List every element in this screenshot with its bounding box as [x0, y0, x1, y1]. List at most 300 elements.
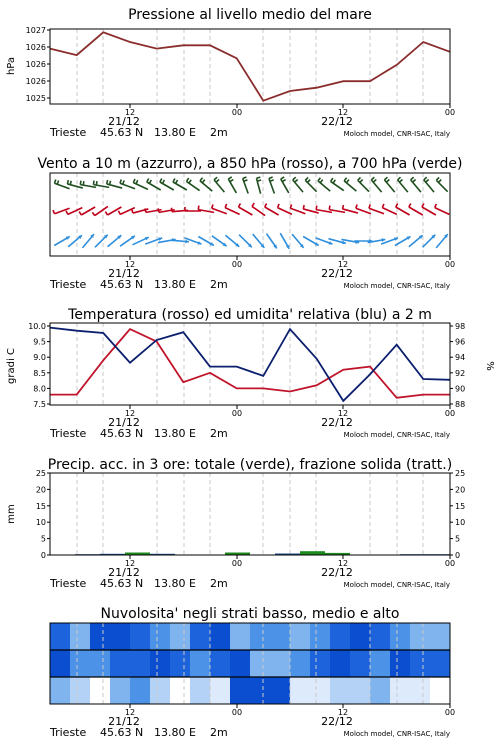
wind-10m-arrow: [225, 235, 239, 247]
wind-700hpa-barb: [344, 178, 356, 191]
y2-tick-label: 15: [455, 501, 466, 511]
y2-tick-label: 20: [455, 485, 466, 495]
wind-10m-arrow: [82, 234, 94, 248]
plot-frame: [50, 29, 450, 104]
wind-700hpa-barb: [305, 177, 316, 191]
wind-700hpa-barb-flag: [256, 177, 260, 178]
wind-700hpa-barb: [358, 177, 369, 191]
wind-700hpa-barb-flag: [331, 178, 333, 181]
wind-700hpa-barb-flag: [93, 181, 94, 185]
wind-850hpa-barb-flag: [290, 204, 291, 208]
wind-700hpa-barb-flag: [307, 180, 310, 183]
wind-700hpa-barb: [243, 177, 248, 194]
wind-700hpa-barb-flag: [96, 181, 97, 185]
wind-700hpa-barb: [384, 177, 394, 192]
cloud-cell: [250, 650, 270, 677]
wind-850hpa-barb-flag: [278, 204, 280, 208]
wind-10m-arrow: [436, 234, 448, 248]
wind-700hpa-barb-flag: [344, 178, 346, 181]
model-credit: Moloch model, CNR-ISAC, Italy: [343, 282, 450, 290]
wind-700hpa-barb-flag: [411, 177, 414, 180]
wind-700hpa-barb: [133, 179, 148, 189]
wind-700hpa-barb-flag: [333, 180, 335, 183]
x-tick-label: 00: [231, 559, 243, 568]
wind-850hpa-barb-flag: [92, 212, 94, 215]
wind-850hpa-barb-flag: [118, 211, 120, 215]
y-tick-label: 15: [35, 501, 46, 511]
wind-10m-arrow: [423, 235, 436, 248]
cloud-cell: [390, 650, 410, 677]
wind-700hpa-barb-flag: [228, 177, 231, 179]
wind-850hpa-barb-flag: [53, 210, 54, 214]
wind-700hpa-barb-flag: [83, 181, 84, 185]
wind-700hpa-barb-flag: [70, 181, 71, 185]
station-name: Trieste: [50, 278, 87, 291]
y-tick-label: 9.5: [33, 337, 46, 347]
wind-700hpa-barb: [331, 178, 344, 191]
x-tick-label: 00: [444, 260, 456, 269]
x-date-label: 22/12: [321, 267, 353, 280]
y-tick-label: 5: [40, 534, 46, 544]
wind-850hpa-barb-shaft: [356, 208, 371, 213]
cloud-cell: [130, 650, 150, 677]
cloud-cell: [290, 623, 310, 650]
cloud-cell: [330, 677, 350, 704]
wind-700hpa-barb-flag: [107, 180, 108, 184]
cloud-cell: [150, 650, 170, 677]
plot-frame: [50, 473, 450, 555]
wind-700hpa-barb-flag: [80, 181, 81, 185]
wind-700hpa-barb-flag: [438, 180, 441, 183]
x-tick-label: 00: [231, 108, 243, 117]
y-axis-label: hPa: [6, 56, 17, 76]
wind-850hpa-barb-flag: [409, 203, 411, 207]
x-tick-label: 12: [337, 260, 349, 269]
wind-700hpa-barb-flag: [281, 177, 284, 179]
wind-700hpa-barb-flag: [162, 180, 164, 184]
pressure-panel: [6, 7, 455, 139]
cloud-cell: [210, 650, 230, 677]
cloud-cell: [430, 677, 450, 704]
wind-700hpa-barb-flag: [426, 180, 429, 183]
cloud-cell: [310, 623, 330, 650]
wind-700hpa-barb: [228, 177, 236, 193]
precip-bar: [225, 553, 250, 555]
wind-700hpa-barb-flag: [305, 177, 308, 180]
model-credit: Moloch model, CNR-ISAC, Italy: [343, 581, 450, 589]
wind-700hpa-barb: [424, 177, 434, 192]
station-lon: 13.80 E: [154, 427, 196, 440]
wind-850hpa-barb-flag: [396, 203, 398, 207]
x-tick-label: 12: [337, 559, 349, 568]
wind-700hpa-barb-flag: [384, 177, 387, 180]
wind-10m-arrow: [68, 235, 82, 247]
wind-850hpa-barb-shaft: [239, 207, 253, 215]
cloud-cell: [90, 677, 110, 704]
y2-tick-label: 0: [455, 551, 461, 560]
wind-850hpa-barb-flag: [422, 203, 424, 207]
cloud-cell: [230, 677, 250, 704]
panel-title: Pressione al livello medio del mare: [128, 7, 372, 23]
x-tick-label: 00: [444, 108, 456, 117]
x-tick-label: 00: [231, 708, 243, 717]
cloud-cell: [70, 623, 90, 650]
wind-850hpa-barb-flag: [303, 205, 304, 209]
wind-700hpa-barb: [186, 178, 199, 191]
station-name: Trieste: [50, 726, 87, 739]
cloud-cell: [170, 623, 190, 650]
y-tick-label: 8.5: [33, 368, 46, 378]
wind-10m-arrow: [280, 233, 289, 249]
pressure-line: [50, 32, 450, 100]
cloud-cell: [230, 650, 250, 677]
y-tick-label: 1026: [25, 60, 46, 69]
cloud-cell: [70, 677, 90, 704]
wind-700hpa-barb-flag: [133, 179, 135, 183]
cloud-cell: [270, 650, 290, 677]
wind-700hpa-barb: [411, 177, 421, 192]
wind-700hpa-barb-flag: [57, 180, 58, 184]
wind-700hpa-barb-flag: [244, 180, 248, 181]
wind-850hpa-barb-shaft: [435, 208, 450, 215]
wind-700hpa-barb-flag: [257, 180, 261, 181]
cloud-cell: [350, 623, 370, 650]
y-tick-label: 10.0: [28, 322, 46, 331]
y-tick-label: 1027: [25, 26, 46, 35]
cloud-cell: [410, 650, 430, 677]
cloud-cell: [430, 650, 450, 677]
wind-700hpa-barb-flag: [373, 180, 376, 183]
y2-tick-label: 98: [455, 322, 466, 331]
station-name: Trieste: [50, 427, 87, 440]
wind-700hpa-barb-flag: [386, 180, 389, 183]
wind-850hpa-barb: [422, 203, 436, 215]
y2-tick-label: 96: [455, 337, 466, 347]
cloud-cell: [110, 623, 130, 650]
wind-850hpa-barb-flag: [252, 203, 254, 206]
cloud-cell: [310, 677, 330, 704]
wind-850hpa-barb-shaft: [396, 207, 410, 215]
cloud-cell: [290, 677, 310, 704]
wind-panel: [37, 156, 462, 291]
station-lon: 13.80 E: [154, 726, 196, 739]
wind-700hpa-barb-flag: [149, 180, 151, 184]
plot-frame: [50, 323, 450, 405]
cloud-cell: [210, 623, 230, 650]
station-name: Trieste: [50, 577, 87, 590]
wind-850hpa-barb-flag: [382, 204, 384, 208]
cloud-cell: [170, 677, 190, 704]
y2-tick-label: 90: [455, 384, 466, 394]
station-lat: 45.63 N: [100, 577, 144, 590]
wind-700hpa-barb-flag: [358, 177, 361, 180]
cloud-cell: [390, 677, 410, 704]
x-tick-label: 00: [444, 559, 456, 568]
wind-700hpa-barb: [54, 179, 69, 188]
x-tick-label: 12: [124, 708, 136, 717]
precip-bar: [125, 553, 150, 555]
x-tick-label: 12: [337, 409, 349, 418]
cloud-cell: [90, 650, 110, 677]
x-tick-label: 12: [337, 108, 349, 117]
x-date-label: 22/12: [321, 416, 353, 429]
wind-850hpa-barb-shaft: [212, 208, 227, 213]
cloud-cell: [110, 677, 130, 704]
model-credit: Moloch model, CNR-ISAC, Italy: [343, 130, 450, 138]
y-tick-label: 0: [40, 551, 46, 560]
x-tick-label: 12: [124, 260, 136, 269]
x-tick-label: 12: [124, 559, 136, 568]
cloud-cell: [310, 650, 330, 677]
wind-700hpa-barb-flag: [176, 180, 178, 184]
x-tick-label: 12: [337, 708, 349, 717]
wind-700hpa-barb: [318, 178, 330, 191]
wind-850hpa-barb: [225, 204, 240, 214]
wind-850hpa-barb-flag: [132, 209, 133, 213]
station-altitude: 2m: [210, 427, 228, 440]
precipitation-panel: [6, 457, 465, 590]
cloud-cell: [410, 623, 430, 650]
wind-700hpa-barb-flag: [360, 180, 363, 183]
cloud-cell: [290, 650, 310, 677]
wind-700hpa-barb: [371, 177, 381, 192]
wind-700hpa-barb: [147, 178, 161, 190]
x-date-label: 22/12: [321, 566, 353, 579]
wind-700hpa-barb: [436, 177, 447, 191]
model-credit: Moloch model, CNR-ISAC, Italy: [343, 431, 450, 439]
wind-850hpa-barb-flag: [198, 206, 199, 210]
wind-850hpa-barb-flag: [239, 203, 241, 207]
y-axis-label: mm: [6, 504, 17, 524]
wind-700hpa-barb-flag: [399, 180, 402, 183]
model-credit: Moloch model, CNR-ISAC, Italy: [343, 730, 450, 738]
wind-850hpa-barb-shaft: [290, 208, 305, 213]
wind-850hpa-barb-flag: [212, 204, 213, 208]
x-tick-label: 00: [231, 409, 243, 418]
x-tick-label: 00: [231, 260, 243, 269]
station-altitude: 2m: [210, 726, 228, 739]
wind-10m-arrow: [95, 235, 108, 248]
wind-700hpa-barb-flag: [295, 180, 298, 183]
station-altitude: 2m: [210, 577, 228, 590]
wind-700hpa-barb-flag: [371, 177, 374, 180]
wind-700hpa-barb-flag: [216, 180, 219, 183]
y2-tick-label: 94: [455, 353, 466, 363]
y2-tick-label: 5: [455, 534, 461, 544]
wind-850hpa-barb-shaft: [95, 206, 108, 215]
y-tick-label: 9.0: [33, 353, 46, 363]
cloud-cell: [210, 677, 230, 704]
wind-850hpa-barb-flag: [316, 206, 317, 210]
x-tick-label: 12: [124, 108, 136, 117]
wind-700hpa-barb: [256, 177, 261, 194]
wind-700hpa-barb-flag: [269, 177, 273, 178]
station-altitude: 2m: [210, 126, 228, 139]
cloud-cell: [150, 623, 170, 650]
cloud-cell: [350, 650, 370, 677]
station-altitude: 2m: [210, 278, 228, 291]
wind-850hpa-barb-flag: [66, 211, 68, 215]
cloud-cell: [70, 650, 90, 677]
wind-700hpa-barb-flag: [270, 180, 274, 181]
cloud-cell: [170, 650, 190, 677]
cloud-cell: [110, 650, 130, 677]
wind-700hpa-barb-flag: [136, 180, 138, 184]
y2-tick-label: 88: [455, 400, 466, 409]
panel-title: Precip. acc. in 3 ore: totale (verde), frazione solida (tratt.): [47, 457, 453, 473]
wind-850hpa-barb-flag: [369, 204, 370, 208]
wind-850hpa-barb-shaft: [265, 207, 279, 215]
wind-850hpa-barb: [435, 204, 450, 214]
wind-850hpa-barb-shaft: [382, 208, 397, 215]
panel-title: Temperatura (rosso) ed umidita' relativa (blu) a 2 m: [68, 307, 432, 323]
wind-700hpa-barb: [173, 178, 187, 190]
cloud-cell: [190, 623, 210, 650]
wind-10m-arrow: [108, 235, 122, 247]
panel-title: Nuvolosita' negli strati basso, medio e alto: [100, 606, 400, 622]
wind-700hpa-barb-flag: [398, 177, 401, 180]
x-date-label: 22/12: [321, 715, 353, 728]
y2-axis-label: %: [484, 361, 495, 371]
wind-700hpa-barb-flag: [318, 178, 320, 181]
x-date-label: 21/12: [108, 267, 140, 280]
wind-700hpa-barb-flag: [147, 178, 149, 182]
cloud-cell: [410, 677, 430, 704]
x-tick-label: 00: [444, 409, 456, 418]
cloud-cell: [350, 677, 370, 704]
wind-850hpa-barb-flag: [435, 204, 437, 208]
x-tick-label: 00: [444, 708, 456, 717]
wind-700hpa-barb: [269, 177, 274, 194]
y-tick-label: 1026: [25, 77, 46, 86]
x-date-label: 22/12: [321, 115, 353, 128]
cloud-cell: [270, 677, 290, 704]
x-date-label: 21/12: [108, 715, 140, 728]
wind-10m-arrow: [54, 237, 70, 246]
wind-700hpa-barb-flag: [436, 177, 439, 180]
cloud-cell: [330, 650, 350, 677]
y2-tick-label: 92: [455, 368, 466, 378]
wind-850hpa-barb: [396, 203, 410, 215]
wind-700hpa-barb-flag: [54, 179, 55, 183]
station-lat: 45.63 N: [100, 427, 144, 440]
wind-700hpa-barb-flag: [243, 177, 247, 178]
station-name: Trieste: [50, 126, 87, 139]
precip-bar: [275, 554, 300, 555]
y-axis-label: gradi C: [6, 348, 17, 384]
cloud-cell: [250, 677, 270, 704]
cloud-cell: [50, 677, 70, 704]
wind-850hpa-barb: [382, 204, 397, 214]
wind-700hpa-barb-flag: [67, 180, 68, 184]
wind-850hpa-barb-shaft: [369, 208, 384, 213]
cloud-cell: [230, 623, 250, 650]
wind-850hpa-barb-shaft: [422, 207, 436, 215]
wind-850hpa-barb-flag: [79, 212, 81, 215]
wind-10m-arrow: [171, 240, 189, 244]
wind-700hpa-barb-flag: [346, 180, 348, 183]
wind-850hpa-barb: [409, 203, 423, 215]
wind-850hpa-barb-shaft: [225, 208, 240, 215]
wind-850hpa-barb-flag: [265, 203, 267, 207]
wind-700hpa-barb-flag: [160, 178, 162, 182]
wind-700hpa-barb-flag: [413, 180, 416, 183]
station-lat: 45.63 N: [100, 278, 144, 291]
x-date-label: 21/12: [108, 115, 140, 128]
x-tick-label: 12: [124, 409, 136, 418]
cloud-cell: [430, 623, 450, 650]
wind-850hpa-barb-shaft: [409, 207, 423, 215]
wind-850hpa-barb-flag: [356, 204, 357, 208]
station-lon: 13.80 E: [154, 278, 196, 291]
cloud-cell: [250, 623, 270, 650]
y2-tick-label: 25: [455, 469, 466, 478]
y-tick-label: 1025: [25, 94, 46, 103]
wind-700hpa-barb-flag: [202, 180, 204, 183]
wind-700hpa-barb: [200, 178, 212, 191]
panel-title: Vento a 10 m (azzurro), a 850 hPa (rosso), a 700 hPa (verde): [37, 156, 463, 172]
wind-850hpa-barb-flag: [225, 204, 227, 208]
wind-700hpa-barb-flag: [320, 180, 322, 183]
wind-850hpa-barb: [290, 204, 305, 213]
cloud-cell: [370, 650, 390, 677]
wind-700hpa-barb-flag: [424, 177, 427, 180]
wind-700hpa-barb: [293, 177, 303, 192]
y-tick-label: 7.5: [33, 400, 46, 409]
wind-700hpa-barb: [214, 177, 224, 192]
wind-700hpa-barb-flag: [200, 178, 202, 181]
x-date-label: 21/12: [108, 566, 140, 579]
station-lat: 45.63 N: [100, 726, 144, 739]
wind-700hpa-barb-flag: [214, 177, 217, 180]
cloud-cell: [130, 677, 150, 704]
precip-bar: [300, 551, 325, 554]
wind-10m-arrow: [212, 236, 227, 246]
clouds-panel: [49, 606, 455, 739]
station-lat: 45.63 N: [100, 126, 144, 139]
precip-bar: [325, 553, 350, 555]
wind-700hpa-barb: [281, 177, 289, 193]
wind-850hpa-barb: [369, 204, 384, 213]
wind-10m-arrow: [239, 235, 252, 248]
x-date-label: 21/12: [108, 416, 140, 429]
wind-700hpa-barb: [398, 177, 408, 192]
wind-850hpa-barb: [239, 203, 253, 215]
cloud-cell: [330, 623, 350, 650]
cloud-cell: [270, 623, 290, 650]
y-tick-label: 25: [35, 469, 46, 478]
cloud-cell: [370, 623, 390, 650]
cloud-cell: [130, 623, 150, 650]
wind-700hpa-barb: [160, 178, 174, 190]
wind-10m-arrow: [292, 234, 304, 248]
y-tick-label: 20: [35, 485, 46, 495]
y-tick-label: 8.0: [33, 384, 46, 394]
y-tick-label: 1026: [25, 43, 46, 52]
station-lon: 13.80 E: [154, 577, 196, 590]
y-tick-label: 10: [35, 518, 46, 528]
cloud-cell: [390, 623, 410, 650]
wind-700hpa-barb-flag: [186, 178, 188, 181]
cloud-cell: [50, 623, 70, 650]
wind-850hpa-barb-flag: [145, 208, 146, 212]
temperature-humidity-panel: [6, 307, 495, 440]
wind-10m-arrow: [409, 235, 423, 247]
wind-850hpa-barb-flag: [105, 212, 107, 215]
station-lon: 13.80 E: [154, 126, 196, 139]
wind-700hpa-barb-flag: [173, 178, 175, 182]
wind-850hpa-barb-flag: [158, 208, 159, 212]
